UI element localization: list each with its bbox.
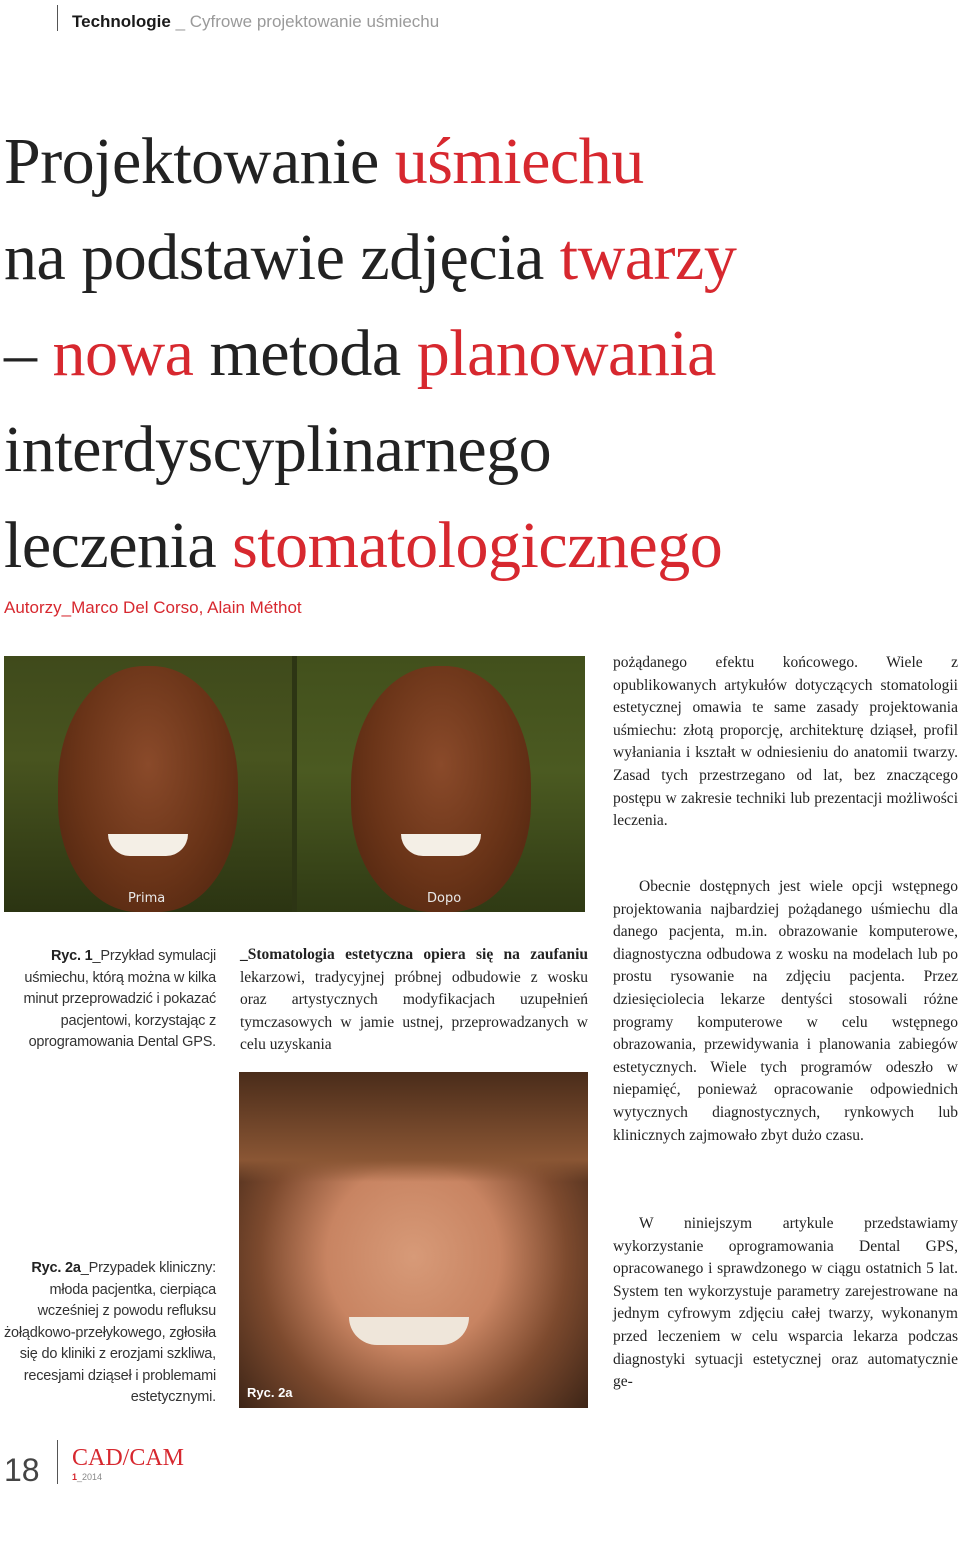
body-paragraph-3: W niniejszym artykule przedstawiamy wykorzystanie oprogramowania Dental GPS, opracowanego i sprawdzonego w ciągu ostatnich 5 lat. System ten wykorzystuje parametry zarejestrowane na jednym cyfrowym zdjęciu całej twarzy, wykonanym przed leczeniem w celu wsparcia lekarza podczas diagnostyki sytuacji estetycznej oraz automatycznie ge-	[613, 1215, 958, 1391]
figure-2a-caption	[2, 1258, 216, 1409]
face-illustration	[58, 666, 238, 912]
after-photo	[297, 656, 585, 912]
footer-divider	[57, 1440, 58, 1484]
magazine-name: CAD/CAM	[72, 1445, 185, 1471]
article-title	[4, 114, 954, 594]
caption-text: _Przykład symulacji uśmiechu, którą można w kilka minut przeprowadzić i pokazać pacjentowi, korzystając z oprogramowania Dental GPS.	[23, 948, 216, 1050]
lead-bold: _Stomatologia estetyczna opiera się na zaufaniu	[240, 946, 588, 963]
lead-text: lekarzowi, tradycyjnej próbnej odbudowie z wosku oraz artystycznych modyfikacjach uzupełnień tymczasowych w jamie ustnej, przeprowadzanych w celu uzyskania	[240, 968, 588, 1054]
title-part-red: planowania	[416, 317, 716, 390]
smile-illustration	[401, 834, 481, 856]
title-part: Projektowanie	[4, 125, 395, 198]
issue-info	[72, 1472, 102, 1482]
face-illustration	[351, 666, 531, 912]
title-part: metoda	[193, 317, 417, 390]
title-part-red: uśmiechu	[394, 125, 644, 198]
authors-line	[4, 598, 302, 618]
after-label: Dopo	[427, 891, 462, 906]
title-part: na podstawie zdjęcia	[4, 221, 560, 294]
running-header	[72, 12, 439, 32]
lead-paragraph	[240, 944, 588, 1057]
title-part-red: nowa	[52, 317, 194, 390]
issue-number: 1	[72, 1472, 78, 1482]
hair-illustration	[239, 1072, 588, 1182]
section-name: Technologie	[72, 12, 171, 31]
figure-1-caption	[2, 946, 216, 1054]
before-photo	[4, 656, 292, 912]
header-divider	[57, 5, 58, 31]
before-label: Prima	[128, 891, 166, 906]
caption-key: Ryc. 2a	[31, 1260, 81, 1276]
title-part: –	[4, 317, 53, 390]
caption-key: Ryc. 1	[50, 948, 93, 964]
smile-illustration	[349, 1317, 469, 1345]
title-part: interdyscyplinarnego	[4, 413, 552, 486]
authors-names: Marco Del Corso, Alain Méthot	[71, 598, 302, 617]
figure-2a-tag: Ryc. 2a	[247, 1385, 293, 1400]
page-number: 18	[4, 1452, 40, 1488]
body-paragraph-2: Obecnie dostępnych jest wiele opcji wstępnego projektowania najbardziej pożądanego uśmiechu dla danego pacjenta, m.in. obrazowanie komputerowe, diagnostyczna odbudowa z wosku na modelach lub po prostu rysowanie na zdjęciu pacjenta. Przez dziesięciolecia lekarze dentyści stosowali różne programy komputerowe w celu wstępnego obrazowania, przewidywania i planowania zabiegów estetycznych. Wiele tych programów odeszło w niepamięć, ponieważ opracowanie odpowiednich wytycznych diagnostycznych, rynkowych lub klinicznych zajmowało zbyt dużo czasu.	[613, 878, 958, 1144]
title-part: leczenia	[4, 509, 233, 582]
figure-2a-photo	[239, 1072, 588, 1408]
section-subtitle: Cyfrowe projektowanie uśmiechu	[189, 12, 440, 31]
title-part-red: stomatologicznego	[232, 509, 723, 582]
caption-text: _Przypadek kliniczny: młoda pacjentka, cierpiąca wcześniej z powodu refluksu żołądkowo-przełykowego, zgłosiła się do kliniki z erozjami szkliwa, recesjami dziąseł i problemami estetycznymi.	[3, 1260, 216, 1405]
figure-1-tag: Ryc. 1	[14, 1548, 53, 1563]
body-paragraph-1: pożądanego efektu końcowego. Wiele z opublikowanych artykułów dotyczących stomatologii estetycznej omawia te same zasady projektowania uśmiechu: złotą proporcję, architekturę dziąseł, profil wyłaniania i kształt w odniesieniu do anatomii twarzy. Zasad tych przestrzegano od lat, bez znaczącego postępu w zakresie techniki lub prezentacji możliwości leczenia.	[613, 654, 958, 830]
smile-illustration	[108, 834, 188, 856]
issue-year: _2014	[77, 1472, 103, 1482]
authors-label: Autorzy_	[4, 598, 72, 617]
title-part-red: twarzy	[559, 221, 737, 294]
header-separator: _	[170, 12, 190, 31]
